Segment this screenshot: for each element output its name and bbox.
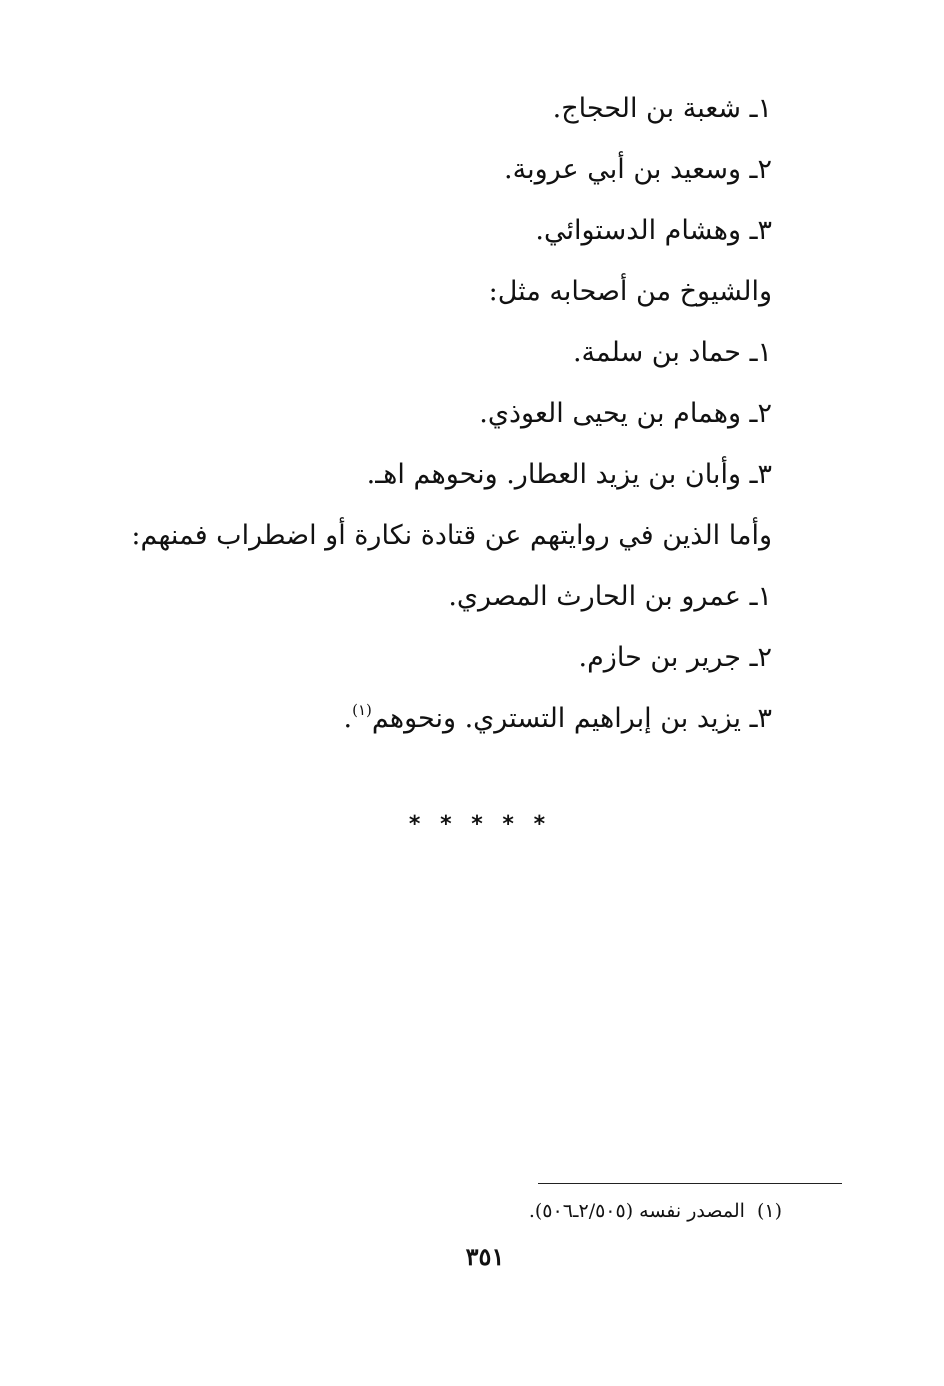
main-text xyxy=(132,78,772,749)
page-number: ٣٥١ xyxy=(465,1242,505,1271)
footnote-number: (١) xyxy=(756,1200,782,1222)
text-line: ٢ـ وهمام بن يحيى العوذي. xyxy=(479,398,772,429)
text-line: ١ـ عمرو بن الحارث المصري. xyxy=(448,581,772,612)
footnote-reference: (١) xyxy=(352,701,372,719)
footnote xyxy=(529,1200,782,1222)
text-line-with-footnote xyxy=(132,688,772,749)
footnote-text: المصدر نفسه (٢/٥٠٥ـ٥٠٦). xyxy=(528,1200,745,1222)
text-line: ٣ـ وأبان بن يزيد العطار. ونحوهم اهـ. xyxy=(366,459,772,490)
text-line: وأما الذين في روايتهم عن قتادة نكارة أو اضطراب فمنهم: xyxy=(131,520,772,551)
text-line: ١ـ شعبة بن الحجاج. xyxy=(552,93,772,124)
text-line: ٢ـ جرير بن حازم. xyxy=(578,642,772,673)
text-line: ٣ـ وهشام الدستوائي. xyxy=(535,215,772,246)
footnote-divider xyxy=(538,1183,842,1184)
section-separator: * * * * * xyxy=(408,812,552,837)
text-line: ١ـ حماد بن سلمة. xyxy=(572,337,772,368)
text-line-body: ٣ـ يزيد بن إبراهيم التستري. ونحوهم xyxy=(371,703,772,734)
text-line: ٢ـ وسعيد بن أبي عروبة. xyxy=(504,154,772,185)
text-line: والشيوخ من أصحابه مثل: xyxy=(488,276,772,307)
text-line-end: . xyxy=(343,703,353,734)
